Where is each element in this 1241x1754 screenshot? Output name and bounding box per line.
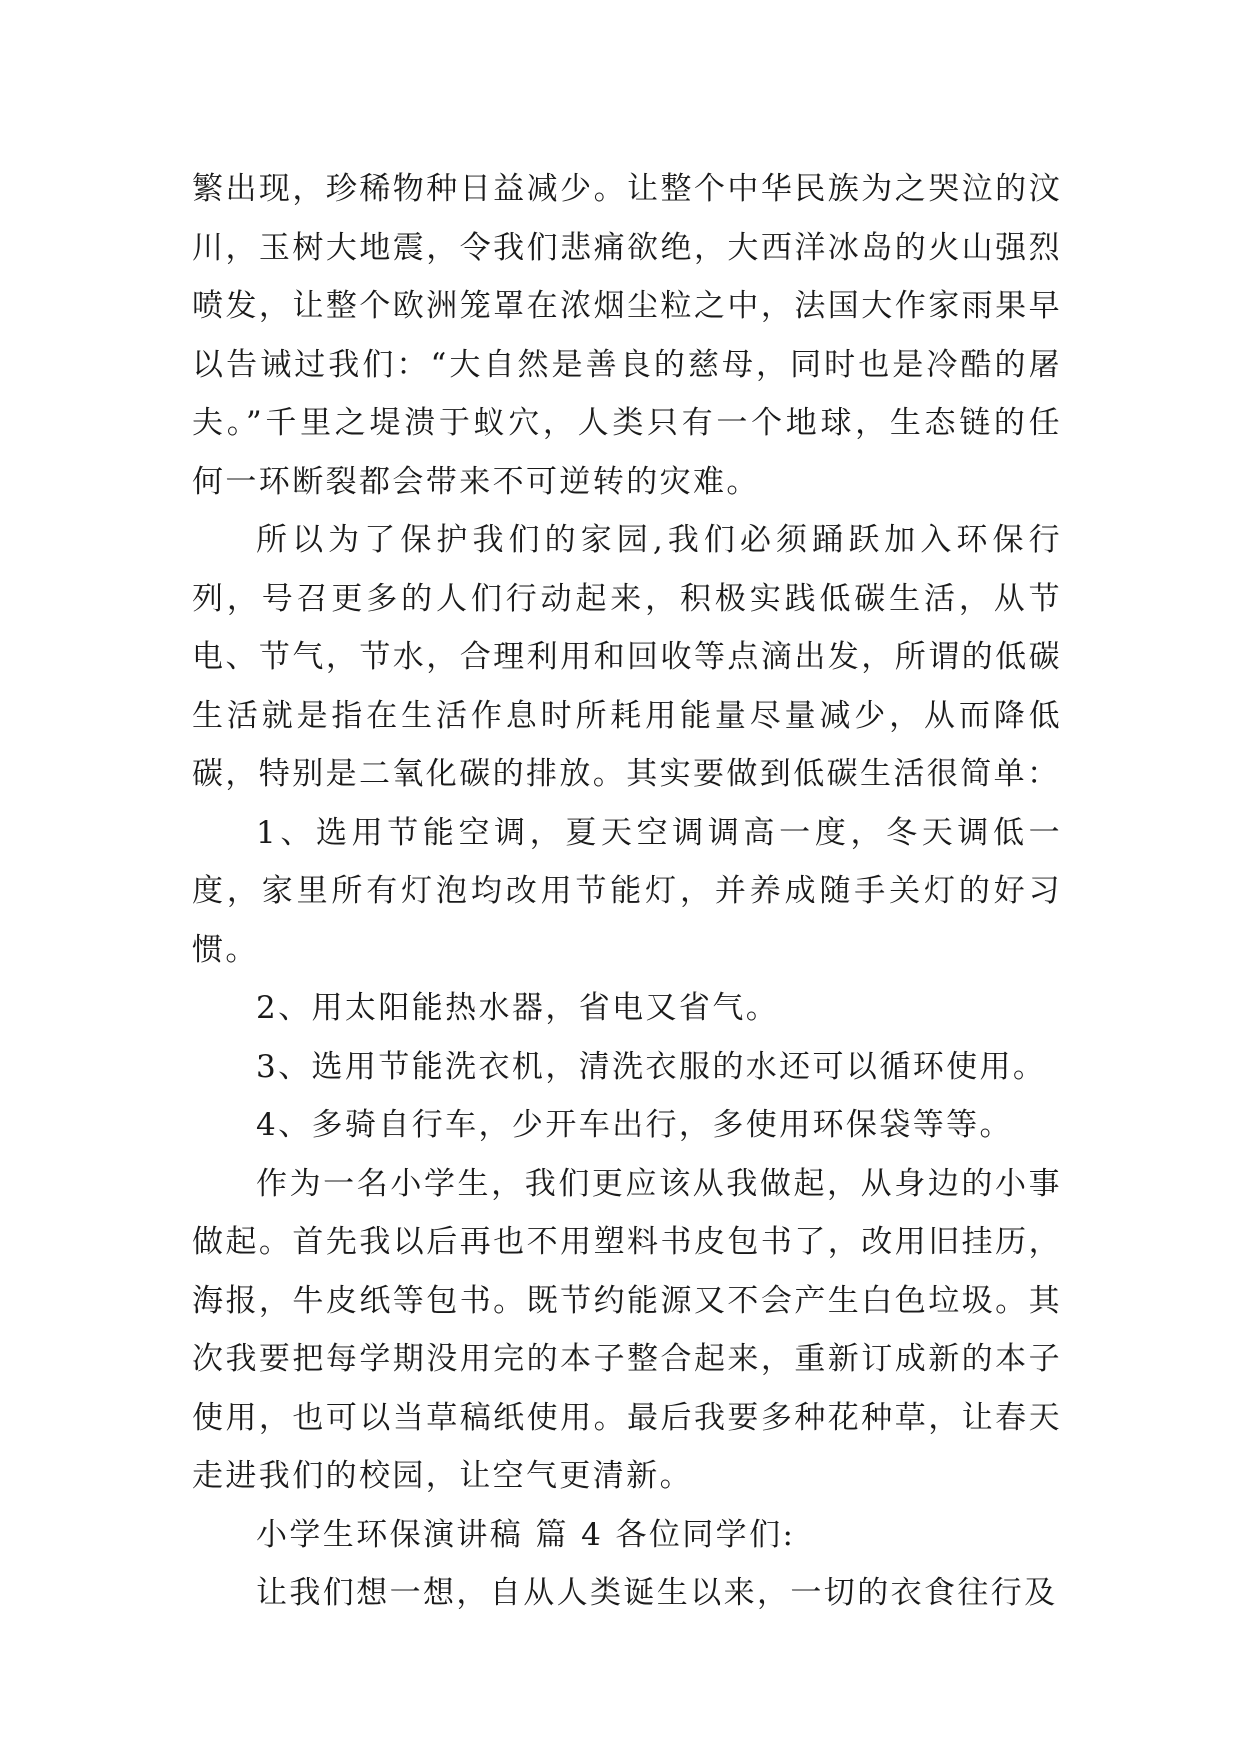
list-item-3: 3、选用节能洗衣机，清洗衣服的水还可以循环使用。 [256, 1048, 1047, 1085]
list-item-2: 2、用太阳能热水器，省电又省气。 [256, 990, 780, 1026]
paragraph-student-actions: 作为一名小学生，我们更应该从我做起，从身边的小事做起。首先我以后再也不用塑料书皮包书了，改用旧挂历，海报，牛皮纸等包书。既节约能源又不会产生白色垃圾。其次我要把每学期没用完的本子整合起来，重新订成新的本子使用，也可以当草稿纸使用。最后我要多种花种草，让春天走进我们的校园，让空气更清新。 [192, 1165, 1062, 1494]
paragraph-speech-4-start: 让我们想一想，自从人类诞生以来，一切的衣食往行及 [256, 1575, 1058, 1611]
list-item-4: 4、多骑自行车，少开车出行，多使用环保袋等等。 [256, 1107, 1013, 1143]
section-heading-speech-4: 小学生环保演讲稿 篇 4 各位同学们: [256, 1516, 796, 1553]
document-body [192, 160, 1062, 1623]
paragraph-continuation: 繁出现，珍稀物种日益减少。让整个中华民族为之哭泣的汶川，玉树大地震，令我们悲痛欲绝，大西洋冰岛的火山强烈喷发，让整个欧洲笼罩在浓烟尘粒之中，法国大作家雨果早以告诫过我们：“大自然是善良的慈母，同时也是冷酷的屠夫。”千里之堤溃于蚁穴，人类只有一个地球，生态链的任何一环断裂都会带来不可逆转的灾难。 [192, 171, 1062, 500]
paragraph-low-carbon-intro: 所以为了保护我们的家园,我们必须踊跃加入环保行列，号召更多的人们行动起来，积极实践低碳生活，从节电、节气，节水，合理利用和回收等点滴出发，所谓的低碳生活就是指在生活作息时所耗用能量尽量减少，从而降低碳，特别是二氧化碳的排放。其实要做到低碳生活很简单： [192, 522, 1062, 792]
list-item-1: 1、选用节能空调，夏天空调调高一度，冬天调低一度，家里所有灯泡均改用节能灯，并养成随手关灯的好习惯。 [192, 814, 1062, 968]
